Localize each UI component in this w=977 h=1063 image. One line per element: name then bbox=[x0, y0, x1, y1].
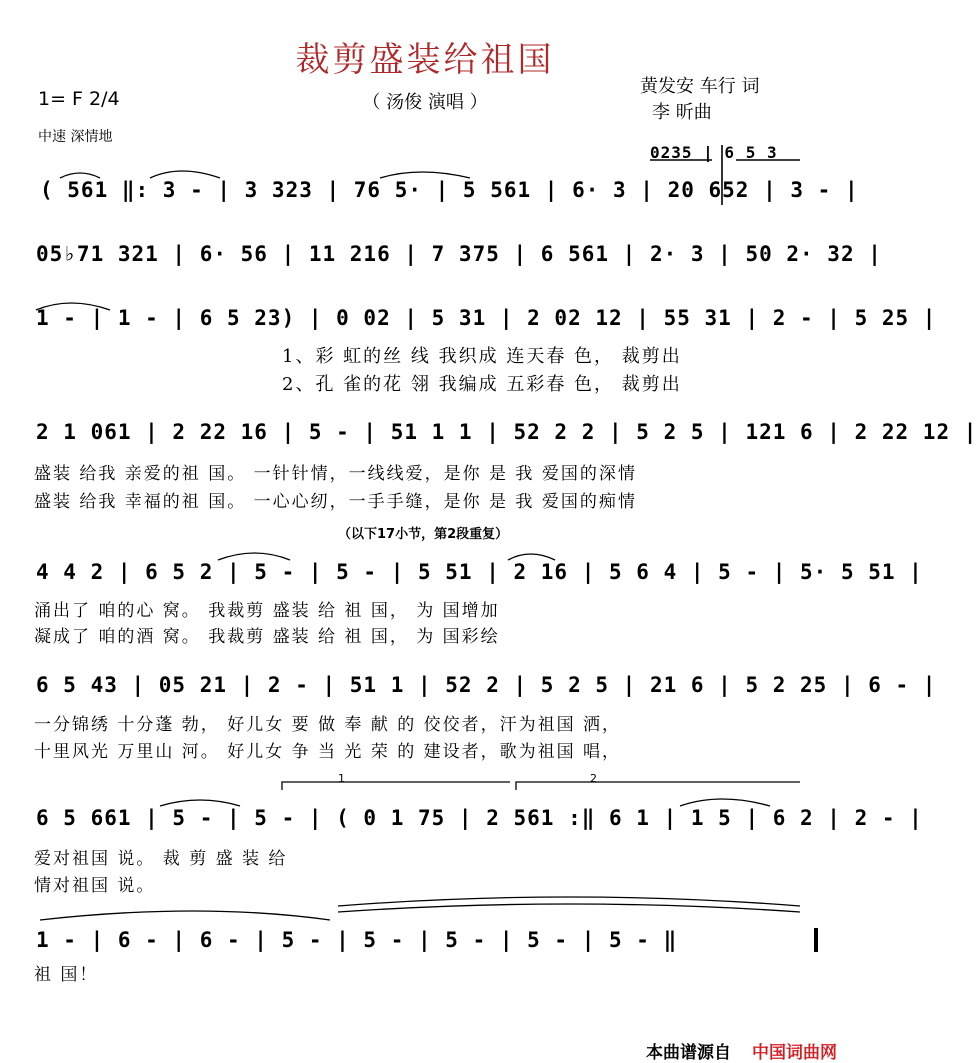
lyricist-credit: 黄发安 车行 词 bbox=[640, 76, 760, 97]
staff-7-lyric-verse-1: 爱对祖国 说。 裁 剪 盛 装 给 bbox=[34, 849, 288, 869]
footer-source-label: 本曲谱源自 bbox=[646, 1043, 731, 1063]
slur-mark bbox=[150, 171, 220, 178]
staff-3-lyric-verse-1: 1、彩 虹的丝 线 我织成 连天春 色， 裁剪出 bbox=[282, 346, 682, 367]
volta-1-number: 1 bbox=[338, 772, 345, 785]
staff-6-notes: 6 5 43 | 05 21 | 2 - | 51 1 | 52 2 | 5 2 5 | 21 6 | 5 2 25 | 6 - | bbox=[36, 673, 937, 697]
staff-5-lyric-verse-2: 凝成了 咱的酒 窝。 我裁剪 盛装 给 祖 国， 为 国彩绘 bbox=[34, 627, 500, 647]
staff-1-notes: ( 561 ‖: 3 - | 3 323 | 76 5· | 5 561 | 6· 3 | 20 652 | 3 - | bbox=[40, 178, 859, 202]
volta-2-bracket bbox=[516, 782, 800, 790]
composer-credit: 李 昕曲 bbox=[652, 102, 712, 123]
slur-mark bbox=[218, 553, 290, 560]
key-signature: 1= F 2/4 bbox=[38, 88, 120, 110]
staff-2-notes: 05♭71 321 | 6· 56 | 11 216 | 7 375 | 6 561 | 2· 3 | 50 2· 32 | bbox=[36, 242, 882, 266]
song-title: 裁剪盛装给祖国 bbox=[295, 40, 555, 80]
staff-3-lyric-verse-2: 2、孔 雀的花 翎 我编成 五彩春 色， 裁剪出 bbox=[282, 374, 682, 395]
staff-6-lyric-verse-1: 一分锦绣 十分蓬 勃， 好儿女 要 做 奉 献 的 佼佼者，汗为祖国 洒， bbox=[34, 715, 622, 735]
slur-mark bbox=[380, 172, 470, 178]
staff-6-lyric-verse-2: 十里风光 万里山 河。 好儿女 争 当 光 荣 的 建设者，歌为祖国 唱， bbox=[34, 742, 622, 762]
staff-4-notes: 2 1 061 | 2 22 16 | 5 - | 51 1 1 | 52 2 2 | 5 2 5 | 121 6 | 2 22 12 | bbox=[36, 420, 977, 444]
performer-note: （ 汤俊 演唱 ） bbox=[362, 92, 488, 113]
slur-mark bbox=[338, 904, 800, 912]
pickup-notes: 0235 | 6 5 3 bbox=[650, 143, 778, 162]
slur-mark bbox=[40, 911, 330, 920]
staff-8-lyric: 祖 国！ bbox=[34, 965, 99, 985]
tempo-marking: 中速 深情地 bbox=[38, 129, 113, 145]
volta-1-bracket bbox=[282, 782, 510, 790]
slur-mark bbox=[36, 303, 110, 310]
footer-site-link[interactable]: 中国词曲网 bbox=[752, 1043, 837, 1063]
slur-mark bbox=[160, 800, 240, 806]
volta-2-number: 2 bbox=[590, 772, 597, 785]
staff-4-lyric-verse-2: 盛装 给我 幸福的祖 国。 一心心纫，一手手缝，是你 是 我 爱国的痴情 bbox=[34, 492, 637, 512]
repeat-note: （以下17小节，第2段重复） bbox=[338, 527, 509, 542]
staff-7-lyric-verse-2: 情对祖国 说。 bbox=[34, 876, 156, 896]
staff-5-notes: 4 4 2 | 6 5 2 | 5 - | 5 - | 5 51 | 2 16 | 5 6 4 | 5 - | 5· 5 51 | bbox=[36, 560, 923, 584]
staff-8-notes: 1 - | 6 - | 6 - | 5 - | 5 - | 5 - | 5 - | 5 - ‖ bbox=[36, 928, 678, 952]
slur-mark bbox=[680, 799, 770, 806]
staff-3-notes: 1 - | 1 - | 6 5 23) | 0 02 | 5 31 | 2 02 12 | 55 31 | 2 - | 5 25 | bbox=[36, 306, 937, 330]
slur-mark bbox=[508, 554, 555, 560]
staff-4-lyric-verse-1: 盛装 给我 亲爱的祖 国。 一针针情，一线线爱，是你 是 我 爱国的深情 bbox=[34, 464, 637, 484]
slur-mark bbox=[60, 173, 100, 178]
staff-5-lyric-verse-1: 涌出了 咱的心 窝。 我裁剪 盛装 给 祖 国， 为 国增加 bbox=[34, 601, 500, 621]
staff-7-notes: 6 5 661 | 5 - | 5 - | ( 0 1 75 | 2 561 :‖ 6 1 | 1 5 | 6 2 | 2 - | bbox=[36, 806, 923, 830]
